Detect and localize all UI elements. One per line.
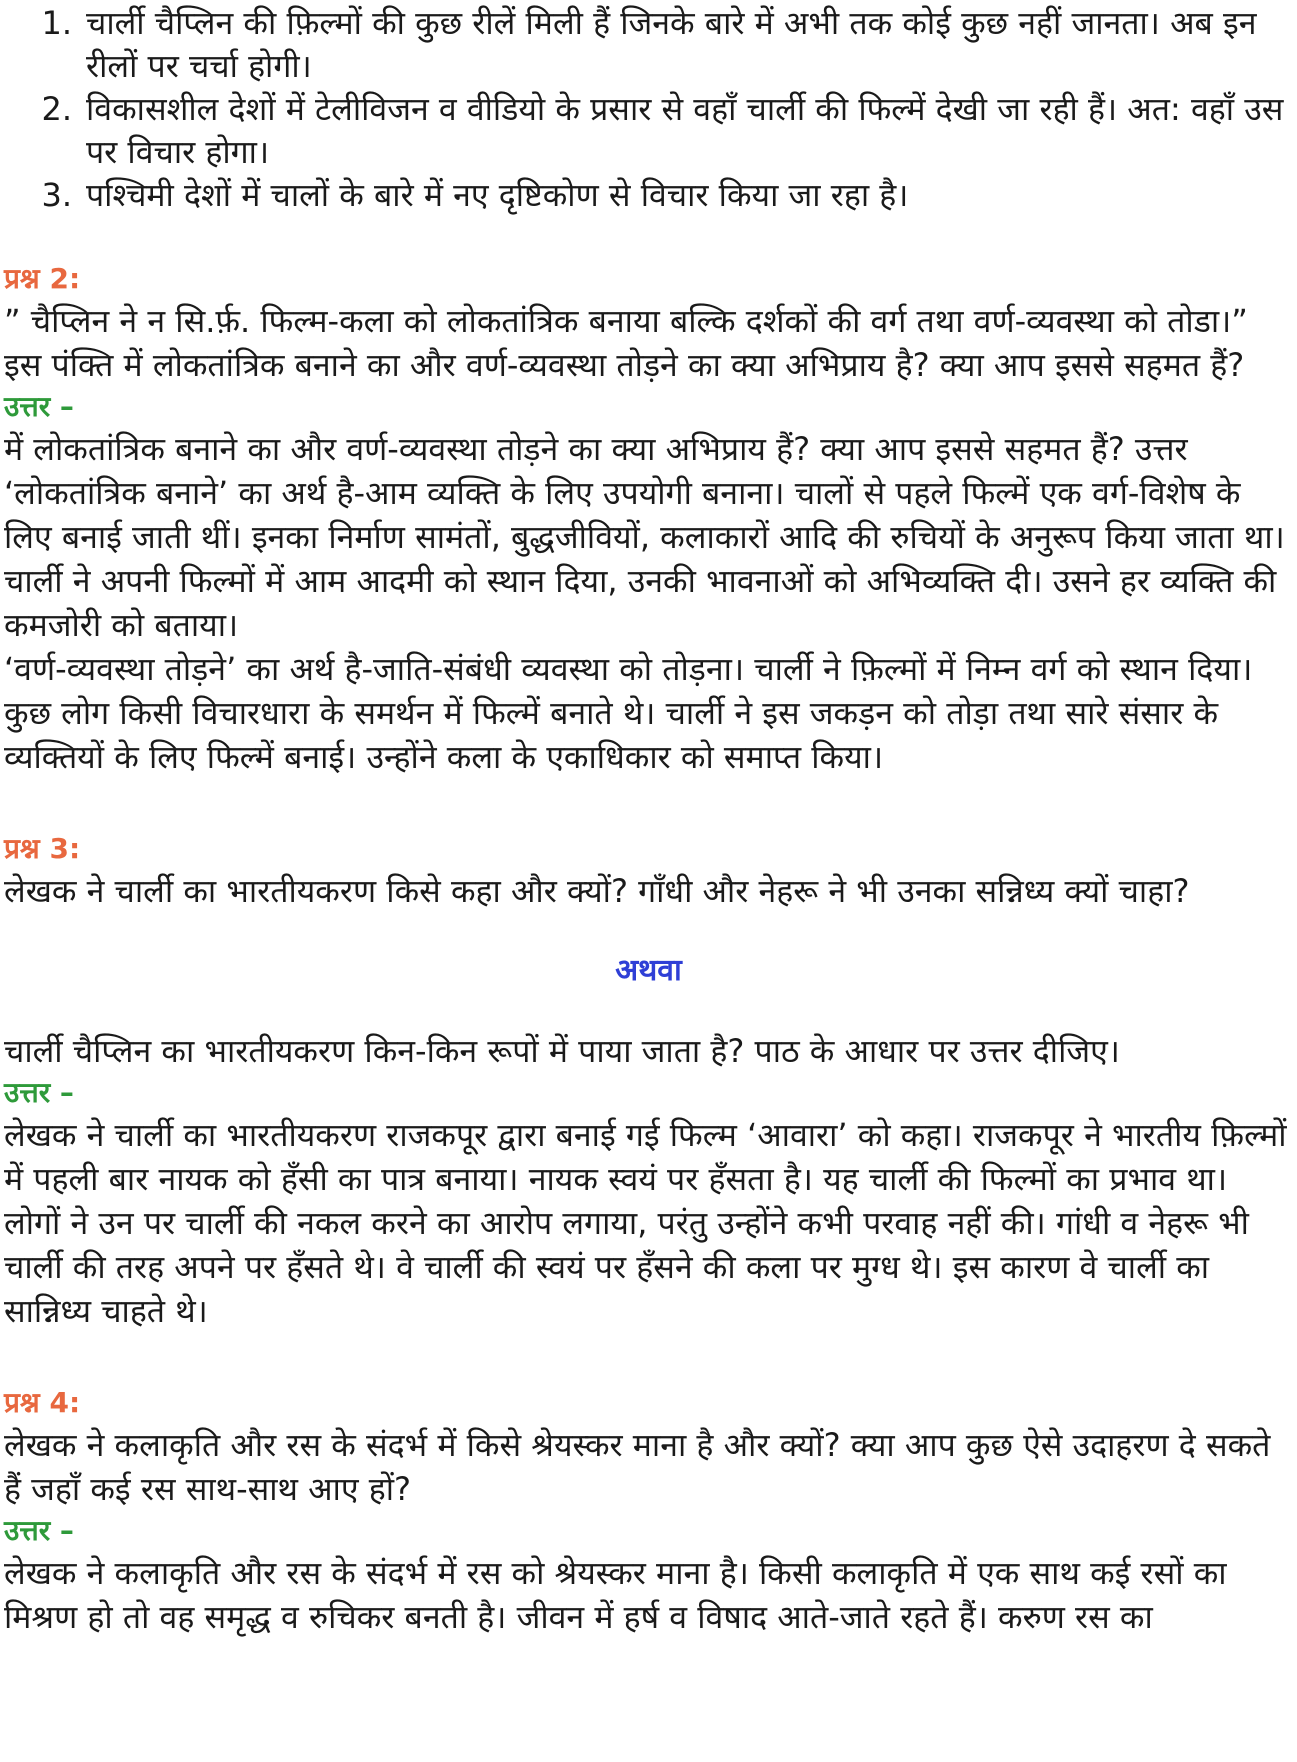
athva-divider: अथवा — [615, 953, 682, 988]
answer-2-label: उत्तर – — [4, 390, 74, 423]
question-4-label: प्रश्न 4: — [4, 1386, 81, 1419]
list-item-text: चार्ली चैप्लिन की फ़िल्मों की कुछ रीलें मिली हैं जिनके बारे में अभी तक कोई कुछ नहीं जानता। अब इन रीलों पर चर्चा होगी। — [86, 4, 1257, 85]
question-4-text: लेखक ने कलाकृति और रस के संदर्भ में किसे श्रेयस्कर माना है और क्यों? क्या आप कुछ ऐसे उदाहरण दे सकते हैं जहाँ कई रस साथ-साथ आए हों? — [4, 1426, 1271, 1508]
list-item-text: विकासशील देशों में टेलीविजन व वीडियो के प्रसार से वहाँ चार्ली की फिल्में देखी जा रही हैं। अत: वहाँ उस पर विचार होगा। — [86, 90, 1284, 171]
question-3-alt-text: चार्ली चैप्लिन का भारतीयकरण किन-किन रूपों में पाया जाता है? पाठ के आधार पर उत्तर दीजिए। — [4, 1032, 1120, 1070]
answer-3-label: उत्तर – — [4, 1076, 74, 1109]
answer-4-label: उत्तर – — [4, 1514, 74, 1547]
list-item-text: पश्चिमी देशों में चालों के बारे में नए दृष्टिकोण से विचार किया जा रहा है। — [86, 176, 909, 214]
question-3-text: लेखक ने चार्ली का भारतीयकरण किसे कहा और क्यों? गाँधी और नेहरू ने भी उनका सन्निध्य क्यों चाहा? — [4, 872, 1190, 910]
answer-3-text: लेखक ने चार्ली का भारतीयकरण राजकपूर द्वारा बनाई गई फिल्म ‘आवारा’ को कहा। राजकपूर ने भारतीय फ़िल्मों में पहली बार नायक को हँसी का पात्र बनाया। नायक स्वयं पर हँसता है। यह चार्ली की फिल्मों का प्रभाव था। लोगों ने उन पर चार्ली की नकल करने का आरोप लगाया, परंतु उन्होंने कभी परवाह नहीं की। गांधी व नेहरू भी चार्ली की तरह अपने पर हँसते थे। वे चार्ली की स्वयं पर हँसने की कला पर मुग्ध थे। इस कारण वे चार्ली का सान्निध्य चाहते थे। — [4, 1116, 1287, 1330]
list-item — [32, 174, 1293, 217]
question-2-text: ” चैप्लिन ने न सि.र्फ़. फिल्म-कला को लोकतांत्रिक बनाया बल्कि दर्शकों की वर्ग तथा वर्ण-व्यवस्था को तोडा।” इस पंक्ति में लोकतांत्रिक बनाने का और वर्ण-व्यवस्था तोड़ने का क्या अभिप्राय है? क्या आप इससे सहमत हैं? — [4, 302, 1248, 384]
answer-4-text: लेखक ने कलाकृति और रस के संदर्भ में रस को श्रेयस्कर माना है। किसी कलाकृति में एक साथ कई रसों का मिश्रण हो तो वह समृद्ध व रुचिकर बनती है। जीवन में हर्ष व विषाद आते-जाते रहते हैं। करुण रस का — [4, 1554, 1227, 1636]
intro-list — [4, 2, 1293, 217]
list-number: 3. — [41, 176, 72, 214]
question-2-label: प्रश्न 2: — [4, 262, 81, 295]
answer-2-paragraph-2: ‘वर्ण-व्यवस्था तोड़ने’ का अर्थ है-जाति-संबंधी व्यवस्था को तोड़ना। चार्ली ने फ़िल्मों में निम्न वर्ग को स्थान दिया। कुछ लोग किसी विचारधारा के समर्थन में फिल्में बनाते थे। चार्ली ने इस जकड़न को तोड़ा तथा सारे संसार के व्यक्तियों के लिए फिल्में बनाई। उन्होंने कला के एकाधिकार को समाप्त किया। — [4, 650, 1253, 776]
answer-2-paragraph-1: में लोकतांत्रिक बनाने का और वर्ण-व्यवस्था तोड़ने का क्या अभिप्राय हैं? क्या आप इससे सहमत हैं? उत्तर ‘लोकतांत्रिक बनाने’ का अर्थ है-आम व्यक्ति के लिए उपयोगी बनाना। चालों से पहले फिल्में एक वर्ग-विशेष के लिए बनाई जाती थीं। इनका निर्माण सामंतों, बुद्धजीवियों, कलाकारों आदि की रुचियों के अनुरूप किया जाता था। चार्ली ने अपनी फिल्मों में आम आदमी को स्थान दिया, उनकी भावनाओं को अभिव्यक्ति दी। उसने हर व्यक्ति की कमजोरी को बताया। — [4, 430, 1285, 644]
list-item — [32, 2, 1293, 88]
list-item — [32, 88, 1293, 174]
question-3-label: प्रश्न 3: — [4, 832, 81, 865]
list-number: 1. — [41, 4, 72, 42]
list-number: 2. — [41, 90, 72, 128]
